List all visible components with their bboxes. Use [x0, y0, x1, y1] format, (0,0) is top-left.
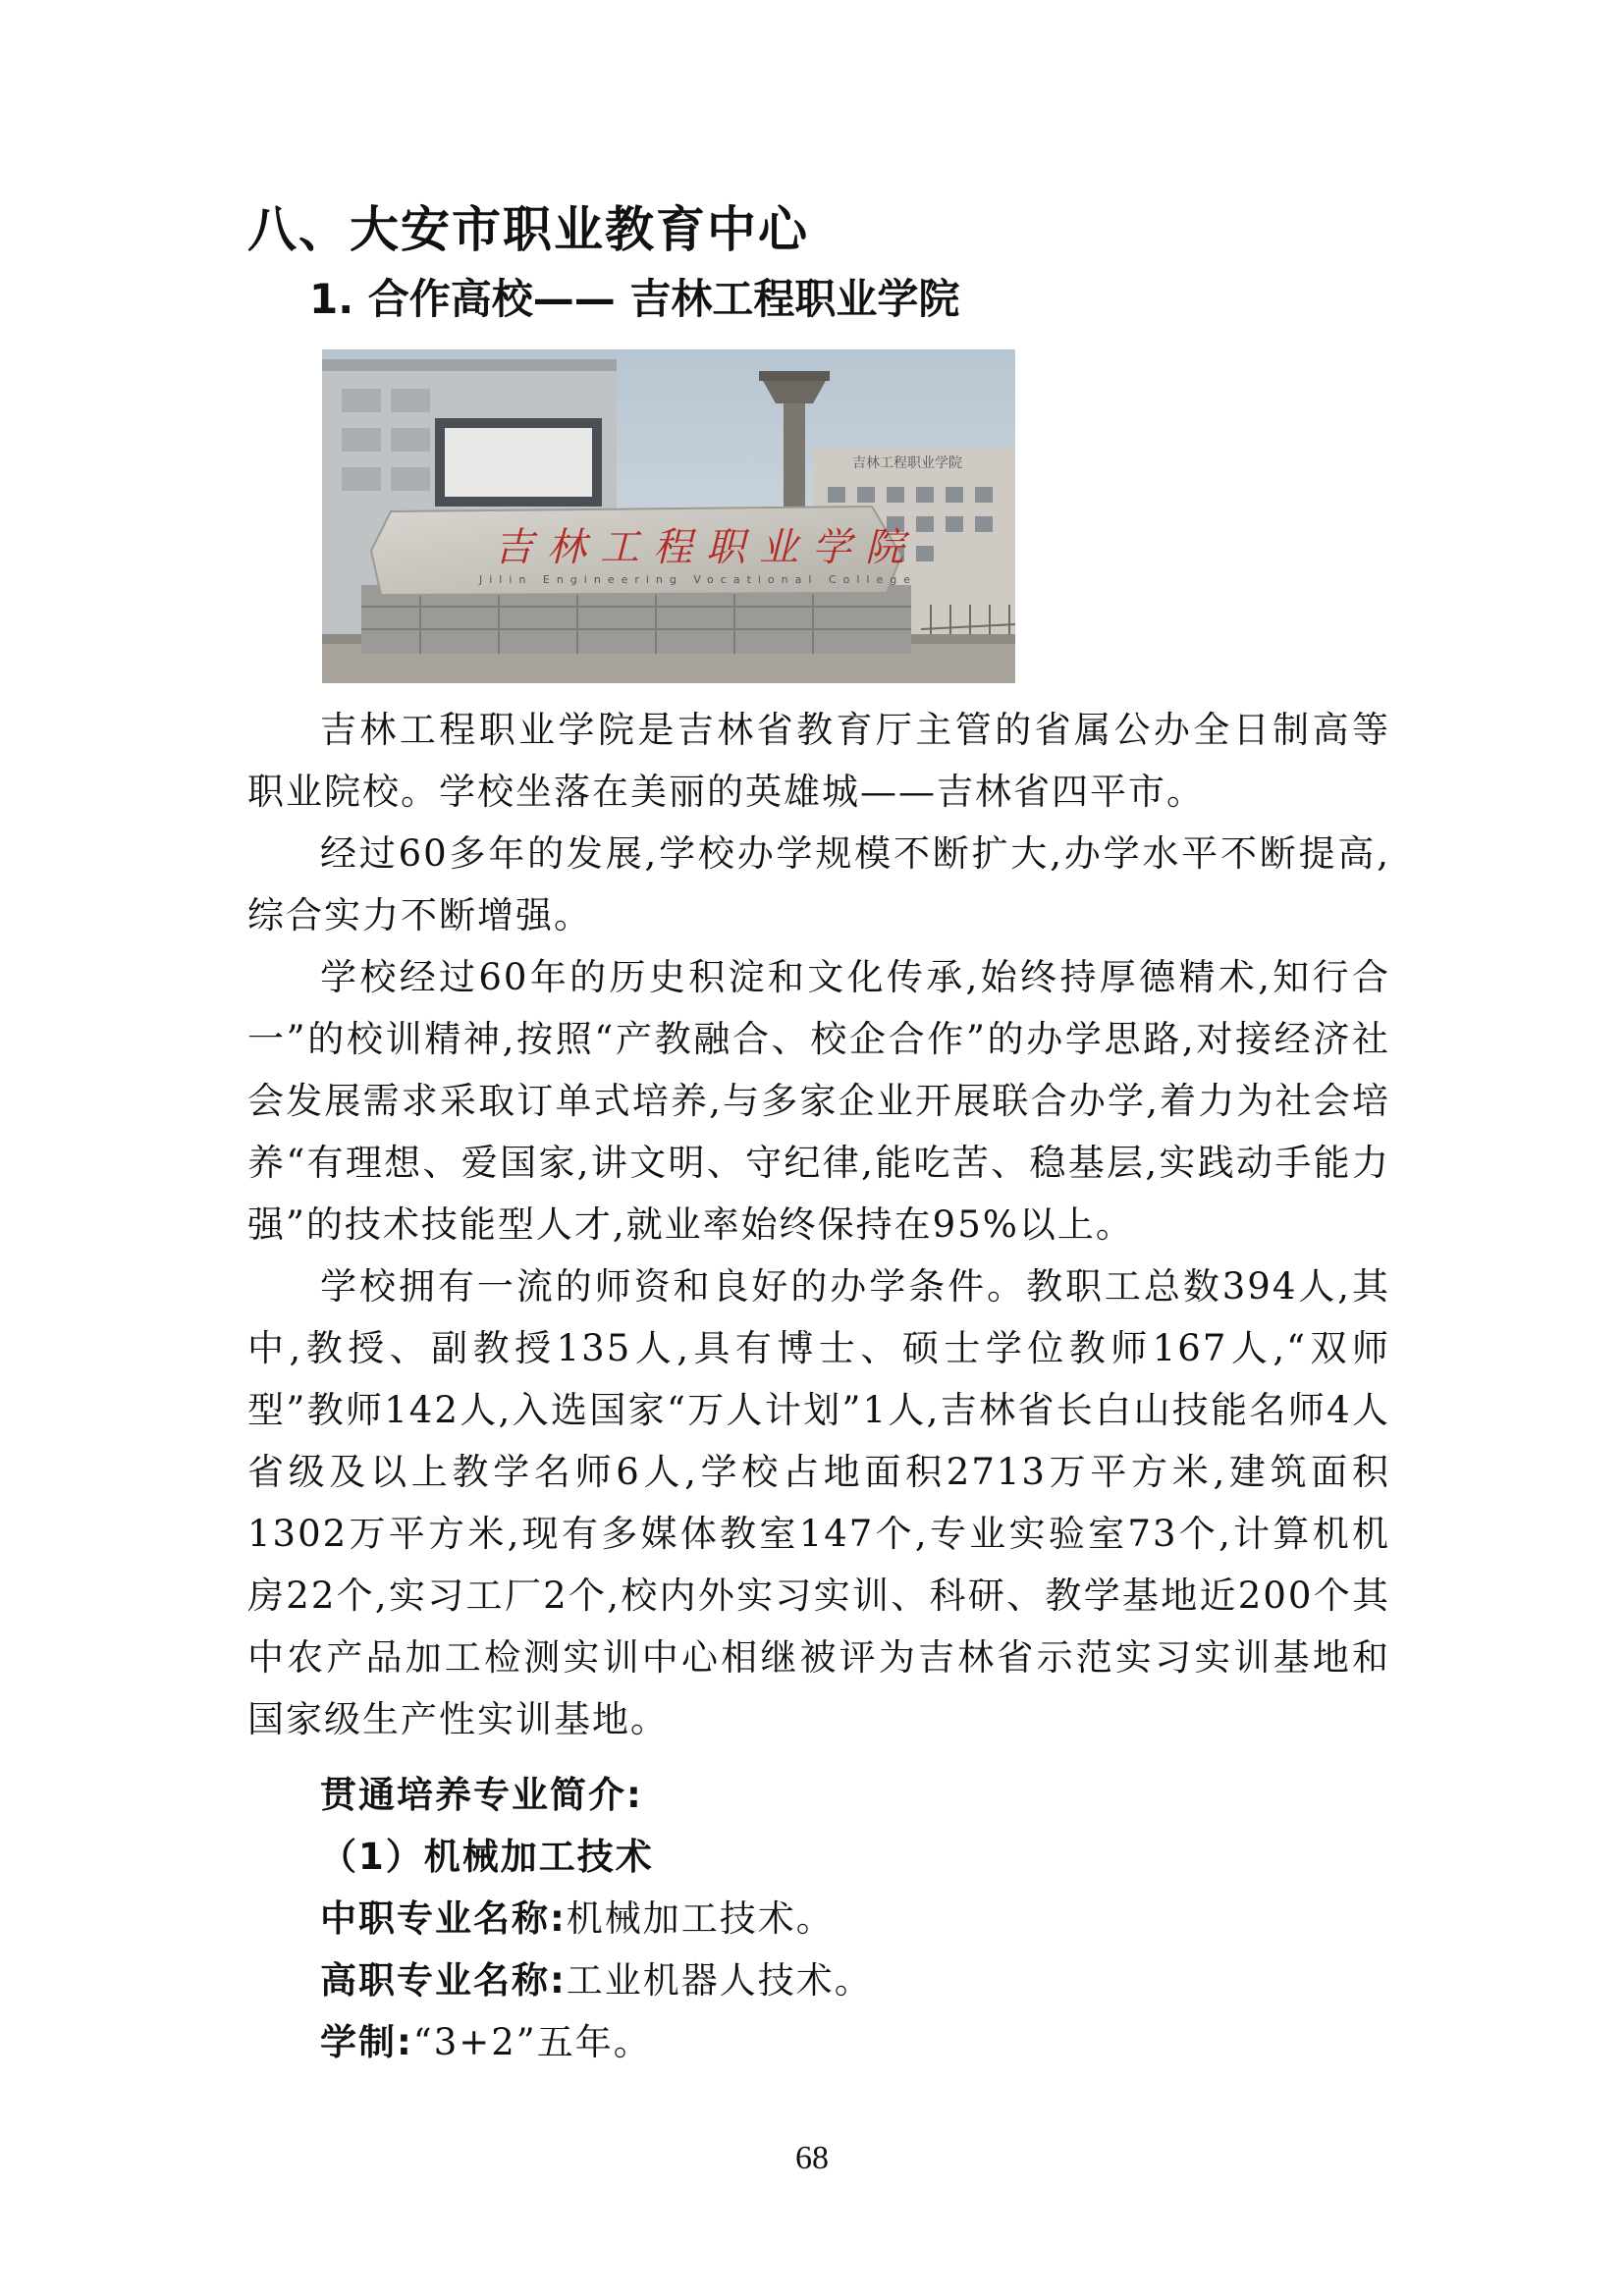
duration-line — [247, 2011, 1390, 2073]
building-sign-text: 吉林工程职业学院 — [852, 455, 962, 471]
sign-chinese-text: 吉林工程职业学院 — [494, 525, 918, 570]
duration-label: 学制: — [320, 2021, 413, 2063]
higher-major-label: 高职专业名称: — [320, 1959, 567, 2002]
duration-value: “3+2”五年。 — [412, 2021, 652, 2063]
higher-major-line — [247, 1949, 1390, 2011]
paragraph-history: 经过60多年的发展,学校办学规模不断扩大,办学水平不断提高,综合实力不断增强。 — [247, 832, 1390, 936]
higher-major-value: 工业机器人技术。 — [566, 1959, 873, 2002]
secondary-major-label: 中职专业名称: — [320, 1897, 567, 1940]
paragraph-faculty: 学校拥有一流的师资和良好的办学条件。教职工总数394人,其中,教授、副教授135人,具有博士、硕士学位教师167人,“双师型”教师142人,入选国家“万人计划”1人,吉林省长白山技能名师4人省级及以上教学名师6人,学校占地面积2713万平方米,建筑面积1302万平方米,现有多媒体教室147个,专业实验室73个,计算机机房22个,实习工厂2个,校内外实习实训、科研、教学基地近200个其中农产品加工检测实训中心相继被评为吉林省示范实习实训基地和国家级生产性实训基地。 — [247, 1265, 1390, 1740]
program-intro: 贯通培养专业简介: — [320, 1774, 643, 1816]
page-number: 68 — [795, 2140, 829, 2176]
section-heading: 八、大安市职业教育中心 — [247, 201, 809, 258]
secondary-major-line — [247, 1888, 1390, 1949]
sign-english-text: Jilin Engineering Vocational College — [479, 573, 917, 586]
paragraph-intro: 吉林工程职业学院是吉林省教育厅主管的省属公办全日制高等职业院校。学校坐落在美丽的英雄城——吉林省四平市。 — [247, 709, 1390, 813]
paragraph-motto: 学校经过60年的历史积淀和文化传承,始终持厚德精术,知行合一”的校训精神,按照“产教融合、校企合作”的办学思路,对接经济社会发展需求采取订单式培养,与多家企业开展联合办学,着力为社会培养“有理想、爱国家,讲文明、守纪律,能吃苦、稳基层,实践动手能力强”的技术技能型人才,就业率始终保持在95%以上。 — [247, 956, 1390, 1246]
program-title: （1）机械加工技术 — [320, 1836, 654, 1878]
body-text — [247, 699, 1390, 2073]
subsection-heading: 1. 合作高校—— 吉林工程职业学院 — [309, 275, 960, 323]
secondary-major-value: 机械加工技术。 — [566, 1897, 835, 1940]
college-gate-photo — [322, 349, 1015, 683]
